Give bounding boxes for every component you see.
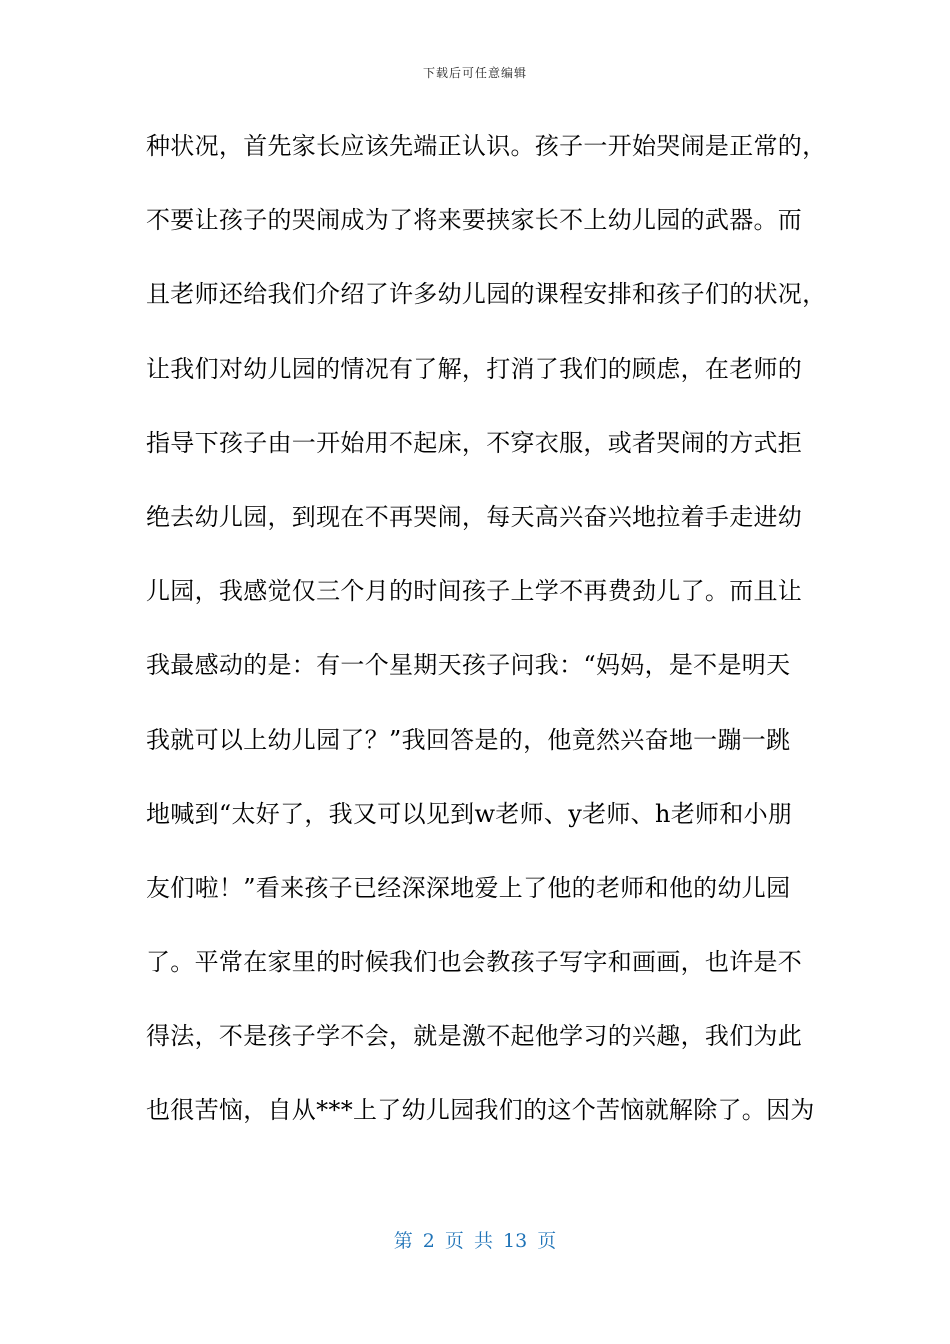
text-line: 我最感动的是：有一个星期天孩子问我：“妈妈，是不是明天 [146,651,791,680]
text-line: 了。平常在家里的时候我们也会教孩子写字和画画，也许是不 [146,948,803,977]
text-line: 儿园，我感觉仅三个月的时间孩子上学不再费劲儿了。而且让 [146,577,803,606]
page-number-footer: 第 2 页 共 13 页 [393,1230,557,1252]
text-line: 地喊到“太好了，我又可以见到w老师、y老师、h老师和小朋 [146,799,793,828]
text-line: 友们啦！”看来孩子已经深深地爱上了他的老师和他的幼儿园 [146,873,791,902]
text-line: 让我们对幼儿园的情况有了解，打消了我们的顾虑，在老师的 [146,354,803,383]
text-line: 种状况，首先家长应该先端正认识。孩子一开始哭闹是正常的， [146,132,827,160]
text-line: 绝去幼儿园，到现在不再哭闹，每天高兴奋兴地拉着手走进幼 [146,502,803,531]
text-line: 也很苦恼，自从***上了幼儿园我们的这个苦恼就解除了。因为 [146,1096,815,1125]
text-line: 得法，不是孩子学不会，就是激不起他学习的兴趣，我们为此 [146,1022,803,1051]
page-header: 下载后可任意编辑 [422,66,527,80]
text-line: 不要让孩子的哭闹成为了将来要挟家长不上幼儿园的武器。而 [146,206,803,235]
text-line: 指导下孩子由一开始用不起床，不穿衣服，或者哭闹的方式拒 [146,428,803,457]
text-line: 我就可以上幼儿园了？”我回答是的，他竟然兴奋地一蹦一跳 [146,725,791,754]
text-line: 且老师还给我们介绍了许多幼儿园的课程安排和孩子们的状况， [146,280,827,309]
body-text [146,122,827,1161]
